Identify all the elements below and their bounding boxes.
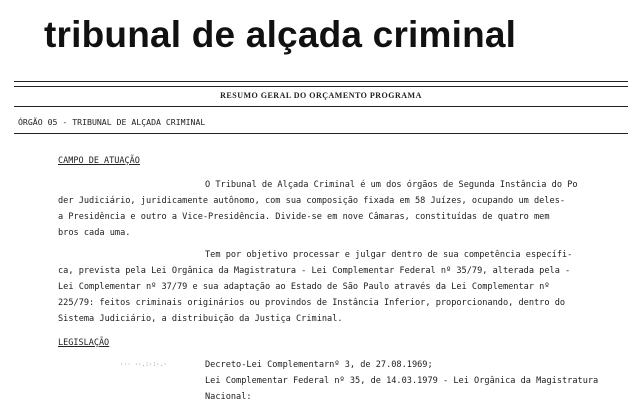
campo-p2-line: Lei Complementar nº 37/79 e sua adaptação ao Estado de São Paulo através da Lei Complementar nº [58,282,550,292]
campo-p2-line: Tem por objetivo processar e julgar dentro de sua competência específi- [205,250,573,260]
legislacao-line: Nacional: [205,392,252,402]
campo-p1-line: bros cada uma. [58,228,131,238]
scan-speckle: ··· ··.:·:·.· [120,361,167,368]
orgao-line: ÓRGÃO 05 - TRIBUNAL DE ALÇADA CRIMINAL [18,117,206,127]
orgao-underline [14,133,628,134]
campo-p2-line: 225/79: feitos criminais originários ou provindos de Instância Inferior, proporcionando, dentro do [58,298,566,308]
campo-p1-line: O Tribunal de Alçada Criminal é um dos órgãos de Segunda Instância do Po [205,180,578,190]
campo-p2-line: ca, prevista pela Lei Orgânica da Magistratura - Lei Complementar Federal nº 35/79, alterada pela - [58,266,571,276]
campo-p2-line: Sistema Judiciário, a distribuição da Justiça Criminal. [58,314,343,324]
legislacao-line: Lei Complementar Federal nº 35, de 14.03.1979 - Lei Orgânica da Magistratura [205,376,599,386]
campo-de-atuacao-heading: CAMPO DE ATUAÇÃO [58,156,140,166]
campo-p1-line: a Presidência e outro a Vice-Presidência. Divide-se em nove Câmaras, constituídas de quatro mem [58,212,550,222]
page-title: tribunal de alçada criminal [44,14,517,55]
program-header: RESUMO GERAL DO ORÇAMENTO PROGRAMA [220,91,422,100]
campo-p1-line: der Judiciário, juridicamente autônomo, com sua composição fixada em 58 Juízes, ocupando um deles- [58,196,566,206]
header-bottom-rule [14,106,628,107]
top-rule-1 [14,81,628,82]
top-rule-2 [14,86,628,87]
legislacao-line: Decreto-Lei Complementarnº 3, de 27.08.1969; [205,360,433,370]
legislacao-heading: LEGISLAÇÃO [58,338,110,348]
